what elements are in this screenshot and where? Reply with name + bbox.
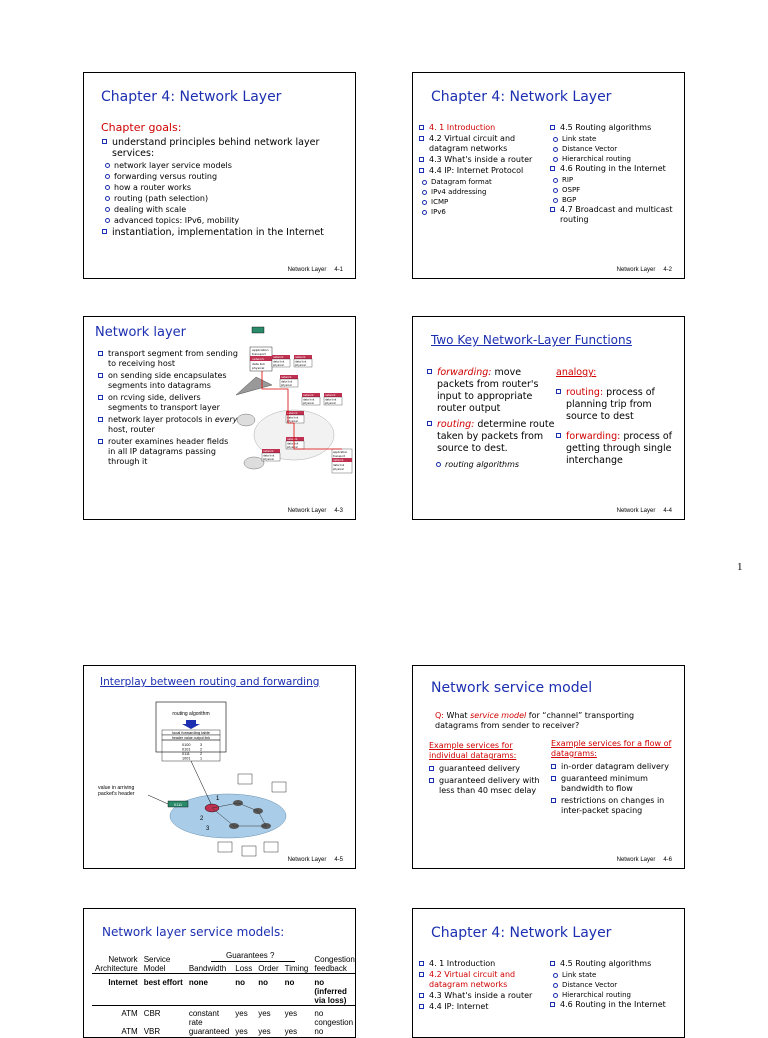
header-cell: Bandwidth <box>188 964 227 973</box>
wireless-signal <box>236 377 272 395</box>
slide-4-6 <box>412 665 685 869</box>
stack-label: network <box>263 450 274 453</box>
toc-right <box>550 959 680 1011</box>
routing-algorithms-sub: routing algorithms <box>433 459 555 470</box>
stack-label: network <box>281 376 292 379</box>
stack-label: transport <box>252 352 266 356</box>
toc-item: 4.5 Routing algorithms <box>550 959 680 969</box>
slide-title: Interplay between routing and forwarding <box>100 676 320 688</box>
stack-label: data link <box>325 398 337 402</box>
slide-4-4 <box>412 316 685 520</box>
toc-sub: Link state <box>550 134 680 144</box>
stack-label: physical <box>263 458 274 461</box>
table-cell: best effort <box>143 978 183 987</box>
slide-4-1 <box>83 72 356 279</box>
bullet-analogy-forwarding: forwarding: process of getting through single interchange <box>556 431 682 467</box>
arriving-value-label: packet's header <box>98 791 135 797</box>
bullet: transport segment from sending to receiving host <box>98 349 238 369</box>
toc-item: 4.7 Broadcast and multicast routing <box>550 205 680 225</box>
table-cell: 0100 <box>182 743 191 747</box>
network-layer-bullets <box>98 349 238 468</box>
table-cell: 1001 <box>182 756 191 761</box>
stack-label: transport <box>333 455 345 458</box>
header-cell: Service Model <box>143 955 171 973</box>
stack-label: network <box>325 394 336 397</box>
forwarding-table-header: header value output link <box>171 736 211 740</box>
guarantees-label: Guarantees ? <box>226 951 275 960</box>
goal-sub: network layer service models <box>102 160 352 171</box>
toc-sub: RIP <box>550 175 680 185</box>
service-question: Q: What service model for “channel” transporting datagrams from sender to receiver? <box>435 711 635 730</box>
host-icon <box>237 414 255 426</box>
toc-sub: Distance Vector <box>550 144 680 154</box>
slide-4-8 <box>412 908 685 1038</box>
toc-right <box>550 123 680 226</box>
stack-label: physical <box>273 364 284 367</box>
analogy-label: analogy: <box>556 367 597 378</box>
service-item: guaranteed delivery <box>429 764 547 774</box>
toc-item: 4.2 Virtual circuit and datagram networks <box>419 134 547 154</box>
table-row <box>92 978 356 1006</box>
toc-item: 4.5 Routing algorithms <box>550 123 680 133</box>
service-item: restrictions on changes in inter-packet spacing <box>551 796 679 816</box>
table-cell: yes <box>258 1009 271 1018</box>
toc-sub: Datagram format <box>419 177 547 187</box>
stack-label: network <box>303 394 314 397</box>
slide-4-7 <box>83 908 356 1038</box>
slide-footer: Network Layer 4-2 <box>616 267 672 273</box>
goal-sub: advanced topics: IPv6, mobility <box>102 215 352 226</box>
page-number: 1 <box>737 561 743 573</box>
header-cell: Congestion feedback <box>314 955 355 973</box>
link-number: 3 <box>206 826 210 832</box>
individual-services-heading: Example services for individual datagrams: <box>429 741 517 760</box>
toc-item: 4.6 Routing in the Internet <box>550 1000 680 1010</box>
stack-label: data link <box>287 416 299 420</box>
stack-label: data link <box>303 398 315 402</box>
bullet-analogy-routing: routing: process of planning trip from source to dest <box>556 387 682 423</box>
table-cell: Internet <box>108 978 138 987</box>
goal-sub: routing (path selection) <box>102 193 352 204</box>
flow-services-heading: Example services for a flow of datagrams: <box>551 739 672 758</box>
stack-label: data link <box>252 362 266 366</box>
link-number: 2 <box>200 816 204 822</box>
slide-title: Chapter 4: Network Layer <box>431 89 612 105</box>
toc-sub: ICMP <box>419 197 547 207</box>
table-cell: 2 <box>200 752 203 756</box>
individual-services <box>429 741 547 797</box>
toc-item: 4.6 Routing in the Internet <box>550 164 680 174</box>
network-layer-diagram <box>234 325 356 475</box>
stack-label: physical <box>287 420 298 423</box>
functions-right <box>556 367 682 468</box>
goals-list <box>102 137 352 239</box>
toc-sub: IPv6 <box>419 207 547 217</box>
table-cell: 0111 <box>182 752 190 756</box>
table-header-row <box>92 955 356 974</box>
slide-4-3 <box>83 316 356 520</box>
slide-title: Chapter 4: Network Layer <box>101 89 282 105</box>
table-cell: none <box>188 978 208 987</box>
toc-left <box>419 959 547 1013</box>
slide-title: Network layer service models: <box>102 925 285 939</box>
goal-sub: dealing with scale <box>102 204 352 215</box>
slide-footer: Network Layer 4-5 <box>287 857 343 863</box>
slide-footer: Network Layer 4-6 <box>616 857 672 863</box>
slide-footer: Network Layer 4-1 <box>287 267 343 273</box>
table-cell: 2 <box>200 747 203 752</box>
table-cell: no congestion <box>314 1009 354 1027</box>
table-cell: no <box>235 978 246 987</box>
slide-footer: Network Layer 4-4 <box>616 508 672 514</box>
stack-label: physical <box>325 402 336 405</box>
service-item: guaranteed minimum bandwidth to flow <box>551 774 679 794</box>
toc-sub: BGP <box>550 195 680 205</box>
packet-pointer-line <box>148 795 168 804</box>
stack-label: data link <box>281 380 293 384</box>
goal-bullet: instantiation, implementation in the Internet <box>102 227 352 238</box>
stack-label: data link <box>287 442 299 446</box>
chapter-goals-heading: Chapter goals: <box>101 121 182 134</box>
stack-label: network <box>287 438 298 441</box>
mini-table-icon <box>218 842 232 852</box>
table-cell: guaranteed <box>188 1027 230 1036</box>
mini-table-icon <box>238 774 252 784</box>
routing-algorithm-label: routing algorithm <box>172 711 210 717</box>
goal-sub: how a router works <box>102 182 352 193</box>
stack-label: physical <box>303 402 314 405</box>
table-row <box>92 1009 356 1027</box>
stack-label: data link <box>333 464 345 467</box>
host-icon <box>244 457 264 469</box>
table-cell: 0101 <box>182 747 191 752</box>
table-cell: yes <box>284 1009 298 1018</box>
stack-label: data link <box>263 454 275 458</box>
stack-label: physical <box>252 366 265 370</box>
table-cell: VBR <box>143 1027 161 1036</box>
header-cell: Timing <box>284 964 309 973</box>
arriving-value-label: value in arriving <box>98 785 135 791</box>
slide-4-5 <box>83 665 356 869</box>
stack-label: data link <box>295 360 307 364</box>
bullet: on sending side encapsulates segments into datagrams <box>98 371 238 391</box>
toc-item: 4.4 IP: Internet Protocol <box>419 166 547 176</box>
header-cell: Loss <box>235 964 253 973</box>
toc-sub: OSPF <box>550 185 680 195</box>
toc-sub: Link state <box>550 970 680 980</box>
functions-left <box>427 367 555 470</box>
mini-table-icon <box>242 846 256 856</box>
bullet-forwarding: forwarding: move packets from router's input to appropriate router output <box>427 367 555 415</box>
header-cell: Network Architecture <box>95 955 138 973</box>
slide-footer: Network Layer 4-3 <box>287 508 343 514</box>
stack-label: data link <box>273 360 285 364</box>
table-row <box>92 1027 356 1036</box>
toc-item: 4.2 Virtual circuit and datagram networks <box>419 970 547 990</box>
table-cell: yes <box>284 1027 298 1036</box>
table-cell: yes <box>235 1009 248 1018</box>
header-cell: Order <box>258 964 279 973</box>
stack-label: physical <box>295 364 306 367</box>
table-cell: yes <box>258 1027 271 1036</box>
stack-label: network <box>295 356 306 359</box>
toc-item: 4.4 IP: Internet <box>419 1002 547 1012</box>
toc-item: 4.3 What's inside a router <box>419 155 547 165</box>
flow-services <box>551 739 679 817</box>
service-item: in-order datagram delivery <box>551 762 679 772</box>
toc-item: 4. 1 Introduction <box>419 123 547 133</box>
toc-left <box>419 123 547 217</box>
toc-sub: IPv4 addressing <box>419 187 547 197</box>
table-cell: no <box>314 1027 324 1036</box>
table-cell: constant rate <box>188 1009 220 1027</box>
routing-forwarding-diagram <box>88 696 308 866</box>
table-cell: ATM <box>121 1027 138 1036</box>
table-cell: 3 <box>200 743 203 747</box>
table-cell: 1 <box>200 756 203 761</box>
bullet: on rcving side, delivers segments to transport layer <box>98 393 238 413</box>
table-cell: no <box>258 978 268 987</box>
bullet: network layer protocols in every host, router <box>98 415 238 435</box>
mini-table-icon <box>264 842 278 852</box>
service-item: guaranteed delivery with less than 40 msec delay <box>429 776 547 796</box>
stack-label: physical <box>287 446 298 449</box>
slide-title: Network service model <box>431 680 593 696</box>
toc-item: 4. 1 Introduction <box>419 959 547 969</box>
table-cell: ATM <box>121 1009 138 1018</box>
slide-4-2 <box>412 72 685 279</box>
bullet: router examines header fields in all IP datagrams passing through it <box>98 437 238 467</box>
packet-value: 0111 <box>173 802 183 807</box>
stack-label: application <box>333 451 348 454</box>
network-cloud <box>170 794 286 838</box>
stack-label: physical <box>281 384 292 387</box>
goal-sub: forwarding versus routing <box>102 171 352 182</box>
table-cell: no (inferred via loss) <box>314 978 347 1005</box>
stack-label: physical <box>333 468 344 471</box>
goal-bullet: understand principles behind network layer services: <box>102 137 352 159</box>
stack-label: application <box>252 348 269 352</box>
bullet-routing: routing: determine route taken by packets from source to dest. <box>427 419 555 455</box>
slide-title: Chapter 4: Network Layer <box>431 925 612 941</box>
stack-label: network <box>273 356 284 359</box>
slide-title: Two Key Network-Layer Functions <box>431 333 632 347</box>
toc-sub: Distance Vector <box>550 980 680 990</box>
slide-title: Network layer <box>95 325 187 340</box>
stack-label: network <box>287 412 298 415</box>
link-number: 1 <box>216 796 220 802</box>
forwarding-table-title: local forwarding table <box>172 730 210 735</box>
stack-label: network <box>252 357 265 361</box>
mini-table-icon <box>272 782 286 792</box>
table-cell: yes <box>235 1027 248 1036</box>
toc-sub: Hierarchical routing <box>550 154 680 164</box>
top-host-stack <box>250 327 272 371</box>
stack-label: network <box>333 459 344 462</box>
toc-item: 4.3 What's inside a router <box>419 991 547 1001</box>
table-cell: no <box>284 978 295 987</box>
table-cell: CBR <box>143 1009 161 1018</box>
toc-sub: Hierarchical routing <box>550 990 680 1000</box>
